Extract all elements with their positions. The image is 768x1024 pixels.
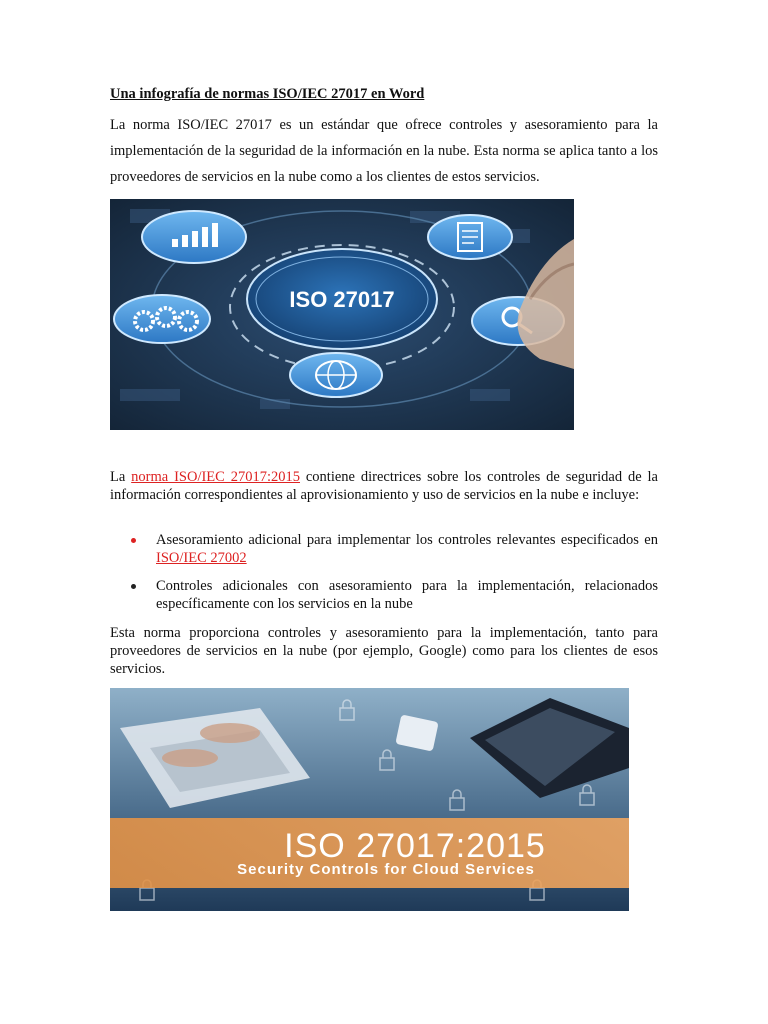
banner-subtitle: Security Controls for Cloud Services <box>237 861 535 878</box>
iso-27017-2015-banner-image <box>110 688 629 911</box>
bullet-text: Controles adicionales con asesoramiento para la implementación, relacionados específicamente con los servicios en la nube <box>156 578 658 612</box>
gears-bubble-icon <box>114 295 210 343</box>
chart-bubble-icon <box>142 211 246 263</box>
iso-27002-link[interactable]: ISO/IEC 27002 <box>156 550 247 566</box>
list-item <box>110 531 658 567</box>
infographic-label: ISO 27017 <box>289 287 395 312</box>
bullet-dot <box>131 538 136 543</box>
bullet-list <box>110 531 658 623</box>
banner-title: ISO 27017:2015 <box>284 827 546 865</box>
section-prefix: La <box>110 469 132 485</box>
document-title: Una infografía de normas ISO/IEC 27017 en Word <box>110 86 425 102</box>
list-item <box>110 577 658 613</box>
document-bubble-icon <box>428 215 512 259</box>
bullet-text: Asesoramiento adicional para implementar los controles relevantes especificados en <box>156 532 658 548</box>
iso-27017-2015-link[interactable]: norma ISO/IEC 27017:2015 <box>131 469 300 485</box>
section-paragraph <box>110 468 658 504</box>
iso-27017-infographic-image <box>110 199 574 430</box>
bullet-dot <box>131 584 136 589</box>
section-suffix: contiene directrices sobre los controles de seguridad de la información correspondientes al aprovisionamiento y uso de servicios en la nube e incluye: <box>110 469 658 503</box>
intro-paragraph: La norma ISO/IEC 27017 es un estándar que ofrece controles y asesoramiento para la implementación de la seguridad de la información en la nube. Esta norma se aplica tanto a los proveedores de servicios en la nube como a los clientes de estos servicios. <box>110 117 658 185</box>
globe-bubble-icon <box>290 353 382 397</box>
closing-paragraph: Esta norma proporciona controles y asesoramiento para la implementación, tanto para proveedores de servicios en la nube (por ejemplo, Google) como para los clientes de esos servicios. <box>110 625 658 677</box>
